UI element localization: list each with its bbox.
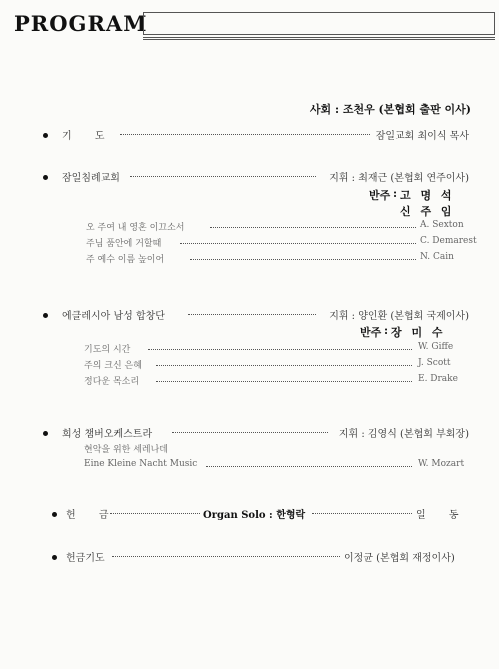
bullet-icon [52, 555, 57, 560]
header-band [143, 12, 495, 35]
accompanist-name: 신 주 임 [400, 205, 455, 218]
orchestra-composer: W. Mozart [418, 459, 465, 469]
piece-composer: W. Giffe [418, 342, 454, 352]
offering-label: 헌 금 [66, 510, 119, 521]
orchestra-title: 희성 챔버오케스트라 [62, 429, 153, 440]
piece-title: 주 예수 이름 높이어 [86, 255, 165, 265]
male-choir-title: 에클레시아 남성 합창단 [62, 311, 165, 322]
leader-dots [206, 461, 412, 467]
leader-dots [312, 508, 412, 514]
piece-title: 주의 크신 은혜 [84, 361, 142, 371]
piece-title: 주님 품안에 거할때 [86, 239, 162, 249]
invocation-label: 기 도 [62, 131, 115, 142]
accompanist-name: 장 미 수 [391, 326, 446, 339]
bullet-icon [43, 431, 48, 436]
bullet-icon [52, 512, 57, 517]
accompanist-label: 반주 [369, 189, 391, 202]
header-rule [143, 37, 495, 38]
piece-composer: N. Cain [420, 252, 454, 262]
offering-prayer-label: 헌금기도 [66, 553, 105, 564]
offering-chorus: 일 동 [416, 510, 469, 521]
organ-solo: Organ Solo : 한형락 [203, 510, 306, 521]
leader-dots [156, 360, 412, 366]
church-choir-conductor: 지휘 : 최재근 (본협회 연주이사) [329, 173, 469, 184]
accompanist-label: 반주 [360, 326, 382, 339]
piece-composer: A. Sexton [420, 220, 464, 230]
offering-prayer-person: 이정균 (본협회 재정이사) [344, 553, 455, 564]
male-choir-conductor: 지휘 : 양인환 (본협회 국제이사) [329, 311, 469, 322]
bullet-icon [43, 313, 48, 318]
piece-composer: E. Drake [418, 374, 458, 384]
leader-dots [188, 309, 316, 315]
piece-title: 정다운 목소리 [84, 377, 140, 387]
host-line: 사회 : 조천우 (본협회 출판 이사) [309, 103, 471, 116]
bullet-icon [43, 175, 48, 180]
leader-dots [210, 222, 416, 228]
piece-composer: C. Demarest [420, 236, 477, 246]
piece-title: 오 주여 내 영혼 이끄소서 [86, 223, 185, 233]
leader-dots [112, 551, 340, 557]
invocation-performer: 잠일교회 최이식 목사 [375, 131, 469, 142]
leader-dots [130, 171, 316, 177]
leader-dots [180, 238, 416, 244]
leader-dots [120, 129, 370, 135]
leader-dots [190, 254, 416, 260]
program-header [10, 8, 496, 38]
leader-dots [148, 344, 412, 350]
bullet-icon [43, 133, 48, 138]
leader-dots [172, 427, 328, 433]
accompanist-name: 고 명 석 [400, 189, 455, 202]
piece-composer: J. Scott [418, 358, 451, 368]
orchestra-subtitle: 현악을 위한 세레나데 [84, 445, 168, 455]
program-title: PROGRAM [14, 11, 148, 36]
orchestra-conductor: 지휘 : 김영식 (본협회 부회장) [338, 429, 469, 440]
header-rule [143, 39, 495, 40]
piece-title: 기도의 시간 [84, 345, 131, 355]
orchestra-piece: Eine Kleine Nacht Music [84, 459, 198, 469]
leader-dots [156, 376, 412, 382]
leader-dots [110, 508, 200, 514]
church-choir-title: 잠일침례교회 [62, 173, 120, 184]
